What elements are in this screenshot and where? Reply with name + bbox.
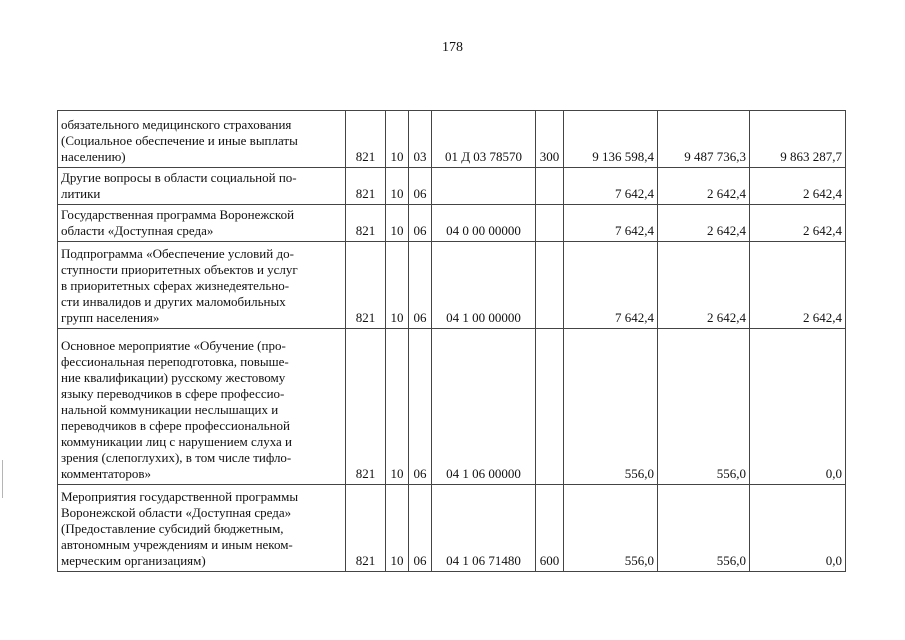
subsection-code-cell: 06	[409, 168, 432, 205]
item-name-line: обязательного медицинского страхования	[61, 117, 292, 132]
subsection-code-cell: 06	[409, 205, 432, 242]
amount-year1-cell: 7 642,4	[564, 242, 658, 329]
item-name-cell	[58, 111, 346, 168]
page-number: 178	[442, 40, 463, 55]
subsection-code-cell: 06	[409, 242, 432, 329]
item-name-line: Воронежской области «Доступная среда»	[61, 505, 292, 520]
item-name-cell	[58, 242, 346, 329]
ministry-code-cell: 821	[346, 485, 386, 572]
item-name-line: (Социальное обеспечение и иные выплаты	[61, 133, 298, 148]
ministry-code-cell: 821	[346, 205, 386, 242]
item-name-line: ступности приоритетных объектов и услуг	[61, 262, 298, 277]
item-name-line: мерческим организациям)	[61, 553, 206, 568]
amount-year1-cell: 556,0	[564, 485, 658, 572]
table-row	[58, 329, 846, 485]
amount-year2-cell: 556,0	[658, 485, 750, 572]
table-row	[58, 205, 846, 242]
expense-type-cell	[536, 168, 564, 205]
amount-year2-cell: 556,0	[658, 329, 750, 485]
section-code-cell: 10	[386, 242, 409, 329]
item-name-line: комментаторов»	[61, 466, 152, 481]
expense-type-cell	[536, 205, 564, 242]
section-code-cell: 10	[386, 205, 409, 242]
table-row	[58, 242, 846, 329]
section-code-cell: 10	[386, 111, 409, 168]
amount-year2-cell: 2 642,4	[658, 242, 750, 329]
amount-year3-cell: 2 642,4	[750, 242, 846, 329]
item-name-line: зрения (слепоглухих), в том числе тифло-	[61, 450, 292, 465]
target-article-cell: 01 Д 03 78570	[432, 111, 536, 168]
ministry-code-cell: 821	[346, 242, 386, 329]
subsection-code-cell: 06	[409, 485, 432, 572]
expense-type-cell: 300	[536, 111, 564, 168]
amount-year1-cell: 7 642,4	[564, 205, 658, 242]
table-row	[58, 485, 846, 572]
item-name-line: групп населения»	[61, 310, 160, 325]
item-name-line: Основное мероприятие «Обучение (про-	[61, 338, 286, 353]
item-name-line: в приоритетных сферах жизнедеятельно-	[61, 278, 290, 293]
ministry-code-cell: 821	[346, 168, 386, 205]
amount-year3-cell: 0,0	[750, 329, 846, 485]
item-name-line: сти инвалидов и других маломобильных	[61, 294, 286, 309]
expense-type-cell: 600	[536, 485, 564, 572]
subsection-code-cell: 06	[409, 329, 432, 485]
amount-year1-cell: 556,0	[564, 329, 658, 485]
target-article-cell: 04 0 00 00000	[432, 205, 536, 242]
amount-year3-cell: 9 863 287,7	[750, 111, 846, 168]
amount-year3-cell: 0,0	[750, 485, 846, 572]
item-name-line: нальной коммуникации неслышащих и	[61, 402, 279, 417]
subsection-code-cell: 03	[409, 111, 432, 168]
table-body	[58, 111, 846, 572]
item-name-line: Подпрограмма «Обеспечение условий до-	[61, 246, 294, 261]
item-name-line: фессиональная переподготовка, повыше-	[61, 354, 289, 369]
item-name-cell	[58, 205, 346, 242]
target-article-cell: 04 1 00 00000	[432, 242, 536, 329]
amount-year1-cell: 9 136 598,4	[564, 111, 658, 168]
table-row	[58, 111, 846, 168]
item-name-line: области «Доступная среда»	[61, 223, 214, 238]
item-name-line: автономным учреждениям и иным неком-	[61, 537, 293, 552]
amount-year3-cell: 2 642,4	[750, 205, 846, 242]
amount-year3-cell: 2 642,4	[750, 168, 846, 205]
budget-table	[57, 110, 846, 572]
target-article-cell: 04 1 06 71480	[432, 485, 536, 572]
item-name-cell	[58, 485, 346, 572]
item-name-line: переводчиков в сфере профессиональной	[61, 418, 290, 433]
item-name-cell	[58, 168, 346, 205]
amount-year1-cell: 7 642,4	[564, 168, 658, 205]
section-code-cell: 10	[386, 485, 409, 572]
expense-type-cell	[536, 329, 564, 485]
margin-mark	[2, 460, 3, 498]
section-code-cell: 10	[386, 329, 409, 485]
item-name-cell	[58, 329, 346, 485]
target-article-cell: 04 1 06 00000	[432, 329, 536, 485]
amount-year2-cell: 2 642,4	[658, 168, 750, 205]
expense-type-cell	[536, 242, 564, 329]
ministry-code-cell: 821	[346, 111, 386, 168]
amount-year2-cell: 9 487 736,3	[658, 111, 750, 168]
item-name-line: Другие вопросы в области социальной по-	[61, 170, 297, 185]
section-code-cell: 10	[386, 168, 409, 205]
item-name-line: населению)	[61, 149, 126, 164]
item-name-line: языку переводчиков в сфере профессио-	[61, 386, 285, 401]
target-article-cell	[432, 168, 536, 205]
item-name-line: литики	[61, 186, 101, 201]
amount-year2-cell: 2 642,4	[658, 205, 750, 242]
table-row	[58, 168, 846, 205]
item-name-line: ние квалификации) русскому жестовому	[61, 370, 286, 385]
item-name-line: Мероприятия государственной программы	[61, 489, 299, 504]
item-name-line: Государственная программа Воронежской	[61, 207, 295, 222]
item-name-line: (Предоставление субсидий бюджетным,	[61, 521, 284, 536]
item-name-line: коммуникации лиц с нарушением слуха и	[61, 434, 293, 449]
ministry-code-cell: 821	[346, 329, 386, 485]
